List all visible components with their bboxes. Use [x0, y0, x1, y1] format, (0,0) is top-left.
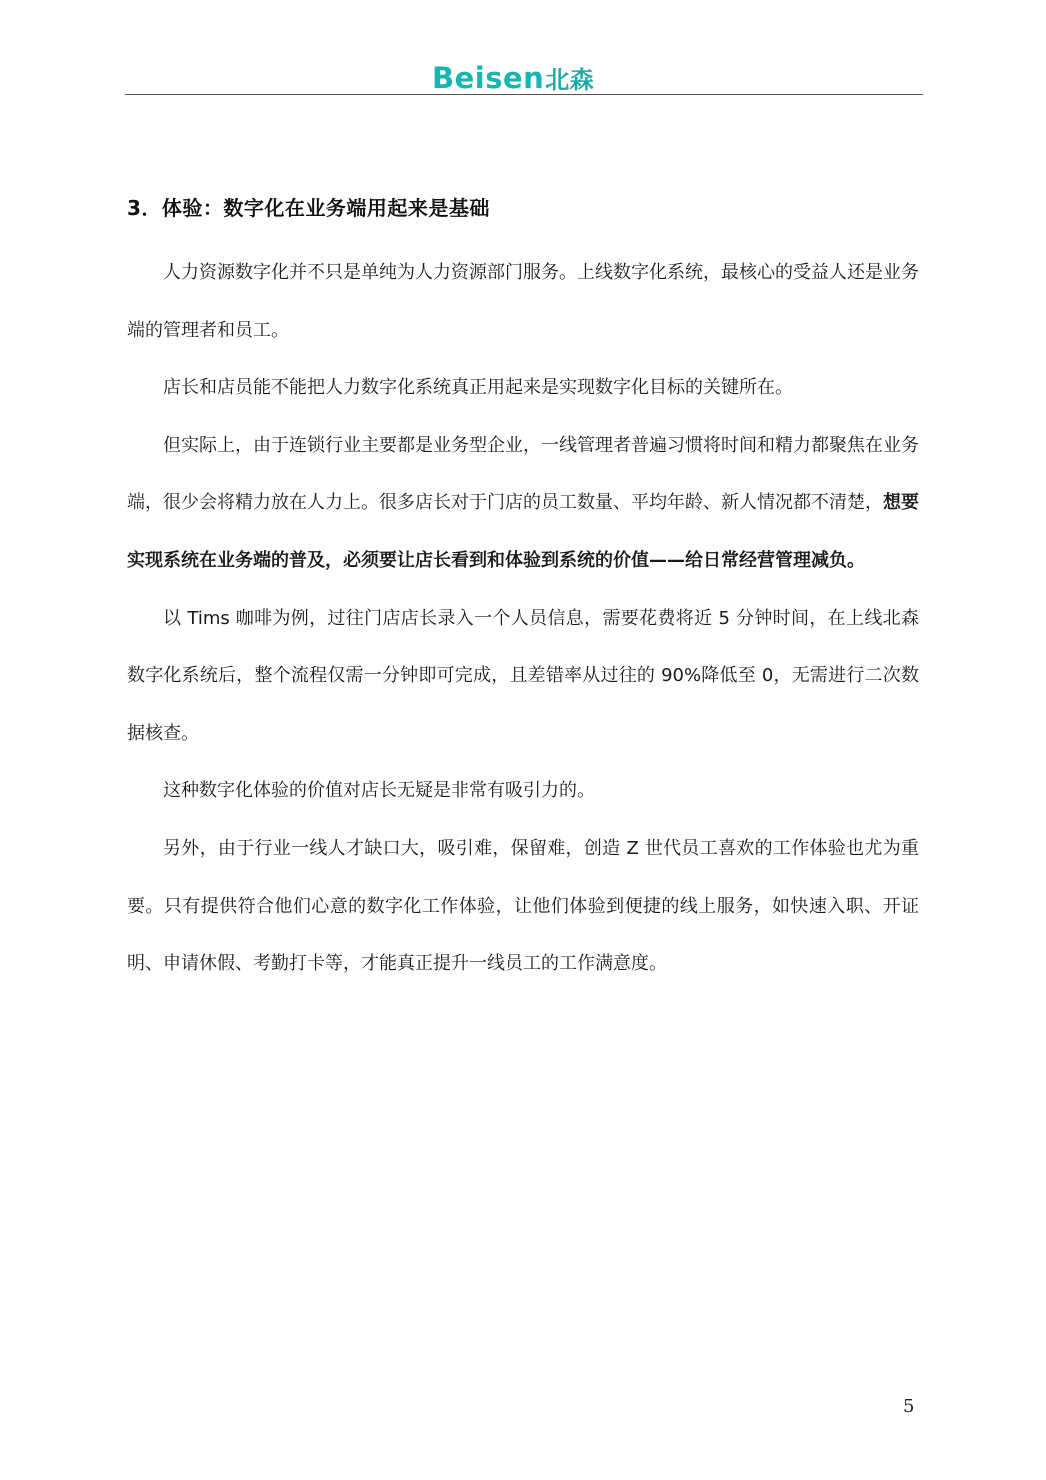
header-divider [125, 94, 923, 95]
paragraph-6: 另外，由于行业一线人才缺口大，吸引难，保留难，创造 Z 世代员工喜欢的工作体验也尤为重要。只有提供符合他们心意的数字化工作体验，让他们体验到便捷的线上服务，如快速入职、开证明、申请休假、考勤打卡等，才能真正提升一线员工的工作满意度。 [127, 837, 919, 975]
paragraph-2-bold: 店长和店员能不能把人力数字化系统真正用起来是实现数字化目标的关键所在。 [163, 377, 793, 399]
paragraph-3-bold: 想要实现系统在业务端的普及，必须要让店长看到和体验到系统的价值——给日常经营管理减负。 [127, 492, 919, 571]
page-number: 5 [903, 1396, 915, 1417]
logo-latin-text: Beisen [432, 61, 545, 95]
page-content [127, 190, 919, 993]
paragraph-4: 以 Tims 咖啡为例，过往门店店长录入一个人员信息，需要花费将近 5 分钟时间，在上线北森数字化系统后，整个流程仅需一分钟即可完成，且差错率从过往的 90%降低至 0，无需进行二次数据核查。 [127, 607, 919, 744]
page-header [125, 52, 923, 98]
paragraph-1: 人力资源数字化并不只是单纯为人力资源部门服务。上线数字化系统，最核心的受益人还是业务端的管理者和员工。 [127, 262, 919, 341]
paragraph-3-normal: 但实际上，由于连锁行业主要都是业务型企业，一线管理者普遍习惯将时间和精力都聚焦在业务端，很少会将精力放在人力上。很多店长对于门店的员工数量、平均年龄、新人情况都不清楚， [127, 434, 919, 514]
beisen-logo [432, 62, 594, 96]
logo-cn-text: 北森 [545, 66, 595, 94]
paragraph-3 [127, 417, 919, 590]
paragraph-5: 这种数字化体验的价值对店长无疑是非常有吸引力的。 [163, 780, 595, 802]
section-heading: 3．体验：数字化在业务端用起来是基础 [127, 196, 490, 220]
